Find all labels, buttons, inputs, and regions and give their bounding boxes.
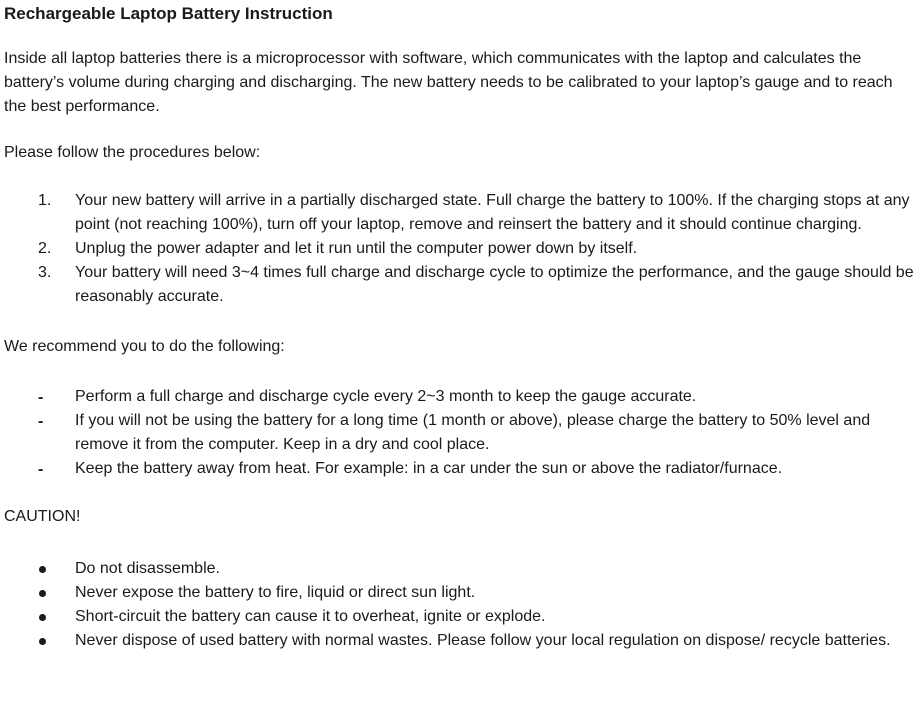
- recommendations-list: [4, 385, 917, 481]
- procedure-item: [4, 261, 917, 309]
- dash-marker: -: [38, 461, 44, 478]
- cautions-list: [4, 557, 917, 653]
- bullet-icon: [39, 614, 46, 621]
- recommendation-text: If you will not be using the battery for a long time (1 month or above), please charge the battery to 50% level and remove it from the computer. Keep in a dry and cool place.: [75, 412, 871, 453]
- caution-item: [4, 605, 917, 629]
- procedure-number: 1.: [38, 192, 52, 209]
- procedures-list: [4, 189, 917, 309]
- procedure-number: 2.: [38, 240, 52, 257]
- recommendation-item: [4, 385, 917, 409]
- bullet-icon: [39, 590, 46, 597]
- caution-heading: CAUTION!: [4, 508, 81, 525]
- caution-item: [4, 629, 917, 653]
- document-title: Rechargeable Laptop Battery Instruction: [4, 4, 333, 23]
- bullet-icon: [39, 638, 46, 645]
- caution-text: Do not disassemble.: [75, 560, 220, 577]
- recommendation-item: [4, 409, 917, 457]
- caution-text: Never dispose of used battery with normal wastes. Please follow your local regulation on dispose/ recycle batteries.: [75, 632, 891, 649]
- procedure-text: Unplug the power adapter and let it run until the computer power down by itself.: [75, 240, 638, 257]
- dash-marker: -: [38, 413, 44, 430]
- caution-item: [4, 557, 917, 581]
- procedures-heading: Please follow the procedures below:: [4, 144, 261, 161]
- caution-text: Short-circuit the battery can cause it to overheat, ignite or explode.: [75, 608, 546, 625]
- dash-marker: -: [38, 389, 44, 406]
- procedure-item: [4, 189, 917, 237]
- recommendation-text: Keep the battery away from heat. For example: in a car under the sun or above the radiator/furnace.: [75, 460, 783, 477]
- intro-paragraph: Inside all laptop batteries there is a microprocessor with software, which communicates with the laptop and calculates the battery’s volume during charging and discharging. The new battery needs to be calibrated to your laptop’s gauge and to reach the best performance.: [4, 50, 893, 115]
- caution-item: [4, 581, 917, 605]
- procedure-text: Your battery will need 3~4 times full charge and discharge cycle to optimize the performance, and the gauge should be reasonably accurate.: [75, 264, 914, 305]
- recommend-heading: We recommend you to do the following:: [4, 338, 285, 355]
- procedure-item: [4, 237, 917, 261]
- recommendation-text: Perform a full charge and discharge cycle every 2~3 month to keep the gauge accurate.: [75, 388, 697, 405]
- recommendation-item: [4, 457, 917, 481]
- caution-text: Never expose the battery to fire, liquid or direct sun light.: [75, 584, 476, 601]
- procedure-number: 3.: [38, 264, 52, 281]
- bullet-icon: [39, 566, 46, 573]
- procedure-text: Your new battery will arrive in a partially discharged state. Full charge the battery to 100%. If the charging stops at any point (not reaching 100%), turn off your laptop, remove and reinsert the battery and it should continue charging.: [75, 192, 910, 233]
